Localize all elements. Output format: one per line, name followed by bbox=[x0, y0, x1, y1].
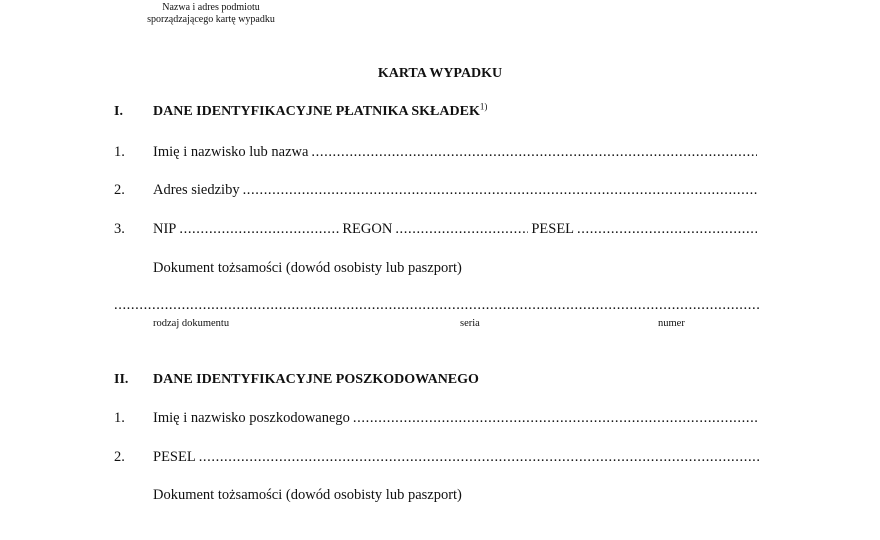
injured-pesel-label: PESEL bbox=[153, 449, 196, 465]
payer-name-label: Imię i nazwisko lub nazwa bbox=[153, 144, 309, 160]
form-title: KARTA WYPADKU bbox=[377, 66, 503, 81]
regon-fill-line[interactable] bbox=[395, 221, 528, 238]
caption-document-type: rodzaj dokumentu bbox=[153, 318, 230, 329]
payer-id-document-fill-line[interactable] bbox=[114, 297, 760, 314]
section-2-item-2-number: 2. bbox=[114, 449, 125, 465]
payer-ids-field[interactable] bbox=[153, 221, 760, 238]
payer-name-fill-line[interactable] bbox=[311, 144, 757, 161]
issuer-header-line2: sporządzającego kartę wypadku bbox=[147, 14, 275, 25]
payer-id-document-label: Dokument tożsamości (dowód osobisty lub paszport) bbox=[153, 260, 462, 276]
section-2-title: DANE IDENTYFIKACYJNE POSZKODOWANEGO bbox=[153, 372, 479, 387]
caption-document-series: seria bbox=[460, 318, 480, 329]
pesel-fill-line[interactable] bbox=[577, 221, 757, 238]
injured-name-label: Imię i nazwisko poszkodowanego bbox=[153, 410, 350, 426]
injured-id-document-label: Dokument tożsamości (dowód osobisty lub paszport) bbox=[153, 487, 462, 503]
issuer-header-line1: Nazwa i adres podmiotu bbox=[162, 2, 260, 13]
payer-address-field[interactable] bbox=[153, 182, 760, 199]
section-2-item-1-number: 1. bbox=[114, 410, 125, 426]
payer-address-label: Adres siedziby bbox=[153, 182, 240, 198]
section-1-number: I. bbox=[114, 104, 123, 119]
payer-address-fill-line[interactable] bbox=[243, 182, 757, 199]
section-2-number: II. bbox=[114, 372, 129, 387]
section-1-title-text: DANE IDENTYFIKACYJNE PŁATNIKA SKŁADEK bbox=[153, 104, 480, 119]
nip-fill-line[interactable] bbox=[179, 221, 339, 238]
injured-name-field[interactable] bbox=[153, 410, 760, 427]
section-1-title bbox=[153, 101, 488, 120]
injured-pesel-fill-line[interactable] bbox=[199, 449, 761, 466]
section-1-footnote: 1) bbox=[479, 101, 488, 112]
caption-document-number: numer bbox=[658, 318, 685, 329]
injured-name-fill-line[interactable] bbox=[353, 410, 757, 427]
nip-label: NIP bbox=[153, 221, 177, 237]
regon-label: REGON bbox=[342, 221, 393, 237]
item-3-number: 3. bbox=[114, 221, 125, 237]
payer-name-field[interactable] bbox=[153, 144, 760, 161]
pesel-label: PESEL bbox=[531, 221, 575, 237]
item-2-number: 2. bbox=[114, 182, 125, 198]
injured-pesel-field[interactable] bbox=[153, 449, 764, 466]
item-1-number: 1. bbox=[114, 144, 125, 160]
